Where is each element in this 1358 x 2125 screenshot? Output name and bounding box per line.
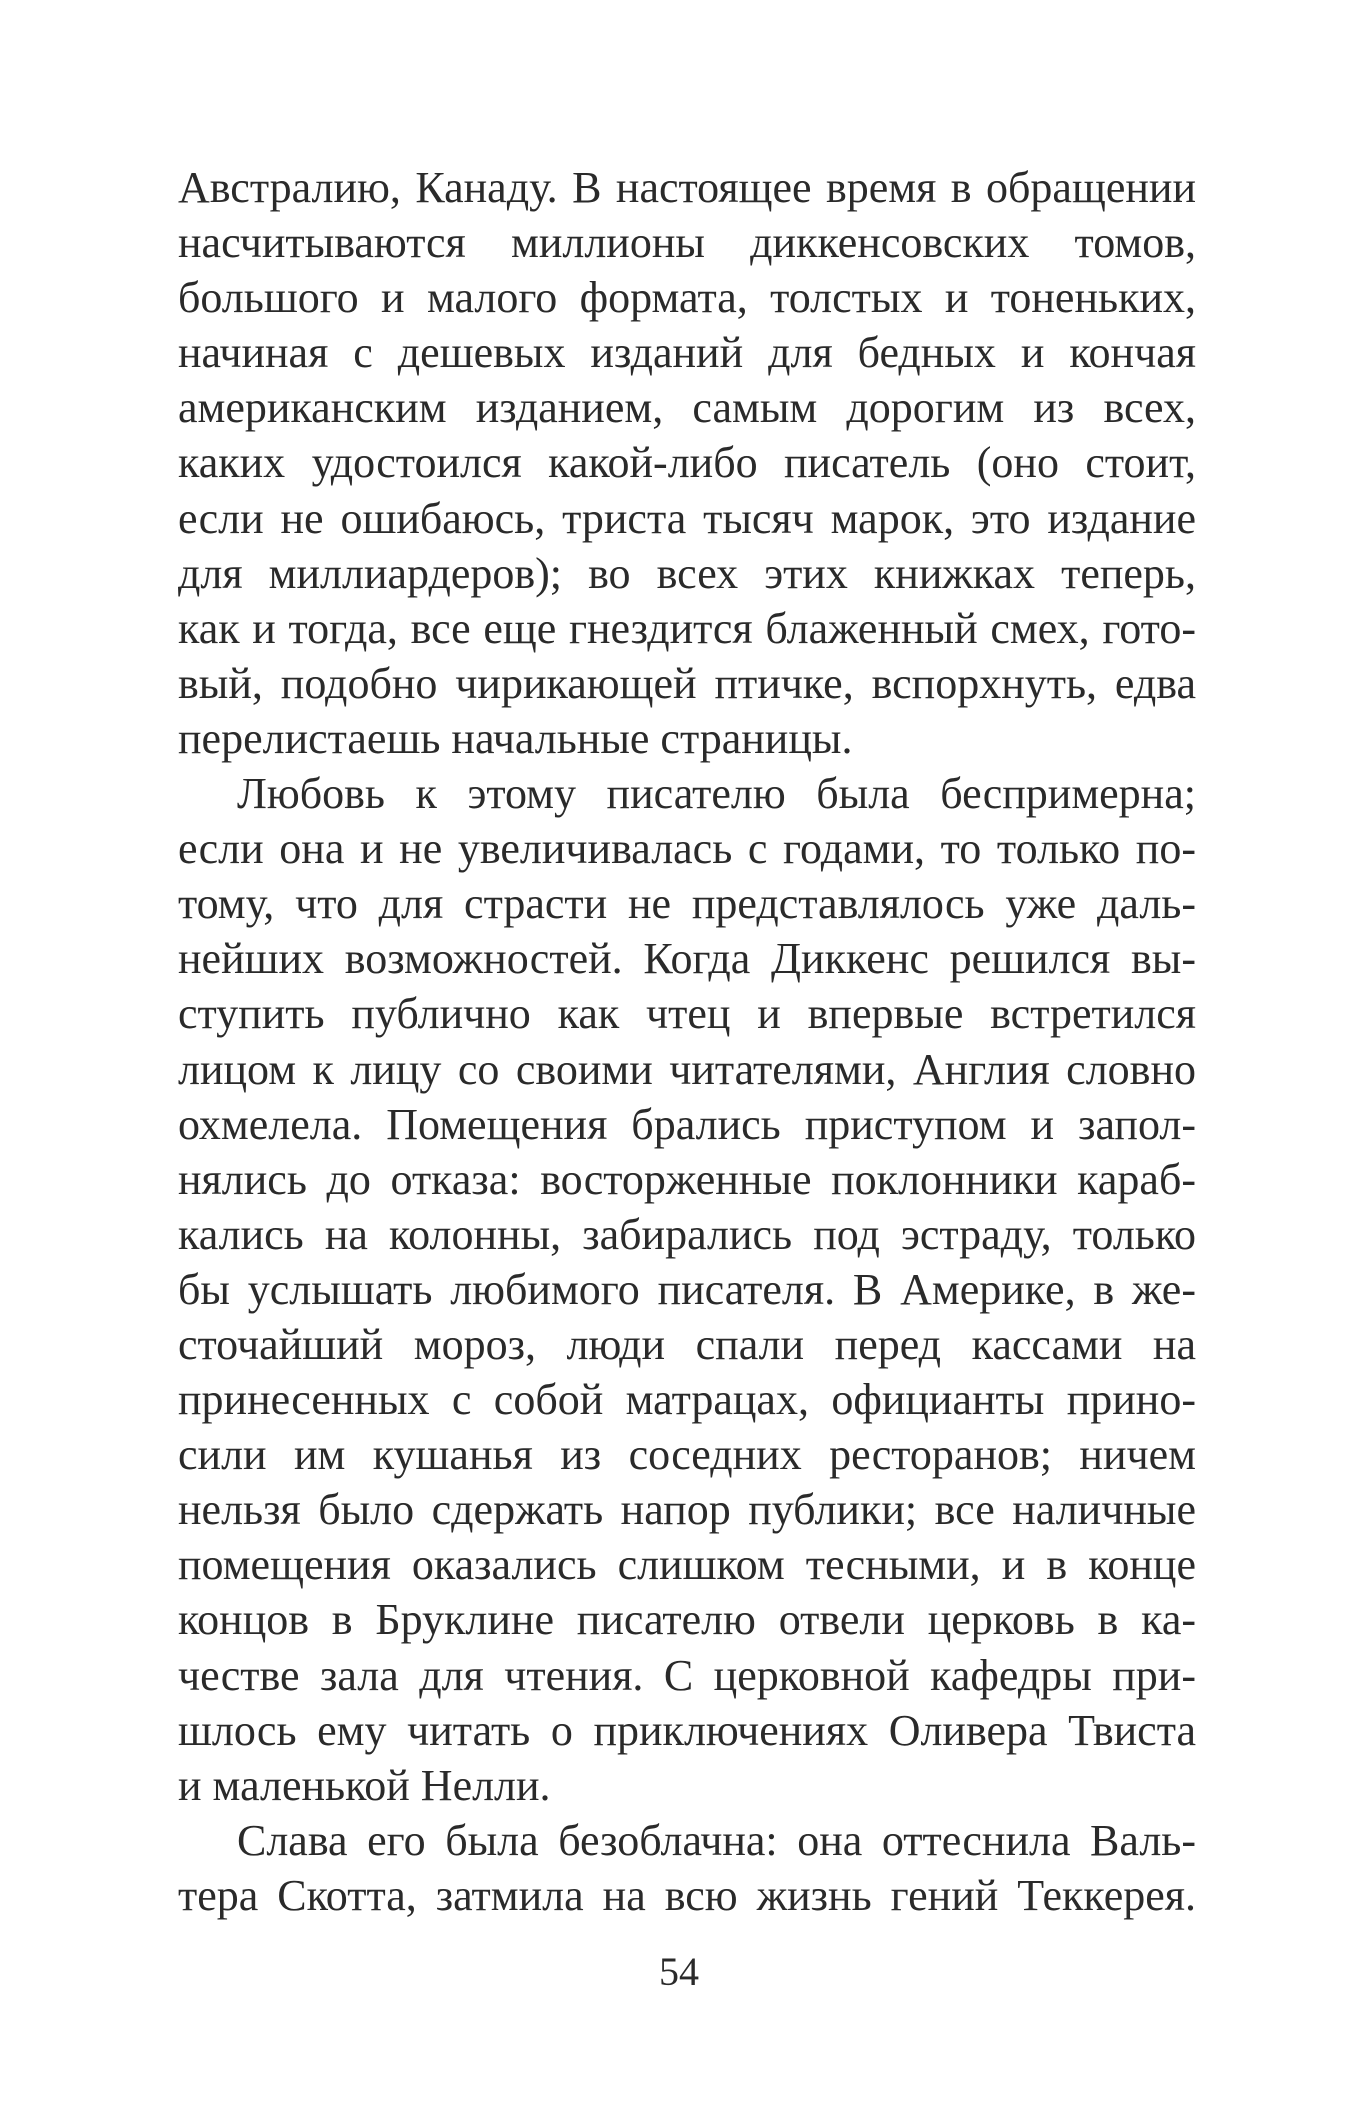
text-line: сили им кушанья из соседних ресторанов; ничем [178, 1430, 1196, 1480]
text-line: если она и не увеличивалась с годами, то только по- [178, 824, 1196, 874]
paragraph-3 [178, 1813, 1196, 1923]
text-line: нялись до отказа: восторженные поклонники караб- [178, 1154, 1196, 1204]
text-line: Любовь к этому писателю была беспримерна; [237, 769, 1196, 819]
text-line: лицом к лицу со своими читателями, Англия словно [178, 1044, 1196, 1094]
text-line: большого и малого формата, толстых и тоненьких, [178, 273, 1196, 323]
paragraph-2 [178, 766, 1196, 1813]
text-line: нейших возможностей. Когда Диккенс решился вы- [178, 934, 1196, 984]
text-line: принесенных с собой матрацах, официанты прино- [178, 1375, 1196, 1425]
text-line: вый, подобно чирикающей птичке, вспорхнуть, едва [178, 658, 1196, 708]
text-line: нельзя было сдержать напор публики; все наличные [178, 1485, 1196, 1535]
text-line: шлось ему читать о приключениях Оливера Твиста [178, 1705, 1196, 1755]
text-line: американским изданием, самым дорогим из всех, [178, 383, 1196, 433]
text-line: сточайший мороз, люди спали перед кассами на [178, 1319, 1196, 1369]
text-line: концов в Бруклине писателю отвели церковь в ка- [178, 1595, 1196, 1645]
text-line: кались на колонны, забирались под эстраду, только [178, 1209, 1196, 1259]
text-line: для миллиардеров); во всех этих книжках теперь, [178, 548, 1196, 598]
page-number: 54 [659, 1949, 699, 1994]
text-line: перелистаешь начальные страницы. [178, 713, 853, 763]
text-line: Слава его была безоблачна: она оттеснила Валь- [237, 1815, 1196, 1865]
text-line: тому, что для страсти не представлялось уже даль- [178, 879, 1196, 929]
text-line: как и тогда, все еще гнездится блаженный смех, гото- [178, 603, 1196, 653]
text-line: ступить публично как чтец и впервые встретился [178, 989, 1196, 1039]
text-line: и маленькой Нелли. [178, 1760, 551, 1810]
text-line: начиная с дешевых изданий для бедных и кончая [178, 328, 1196, 378]
paragraph-1 [178, 160, 1196, 766]
text-line: если не ошибаюсь, триста тысяч марок, это издание [178, 493, 1196, 543]
text-line: Австралию, Канаду. В настоящее время в обращении [178, 163, 1196, 212]
text-line: охмелела. Помещения брались приступом и запол- [178, 1099, 1196, 1149]
text-line: насчитываются миллионы диккенсовских томов, [178, 218, 1196, 268]
text-line: тера Скотта, затмила на всю жизнь гений Теккерея. [178, 1870, 1196, 1920]
text-line: бы услышать любимого писателя. В Америке, в же- [178, 1264, 1196, 1314]
text-line: честве зала для чтения. С церковной кафедры при- [178, 1650, 1196, 1700]
body-text [178, 160, 1196, 1923]
text-line: помещения оказались слишком тесными, и в конце [178, 1540, 1196, 1590]
text-line: каких удостоился какой-либо писатель (оно стоит, [178, 438, 1196, 488]
